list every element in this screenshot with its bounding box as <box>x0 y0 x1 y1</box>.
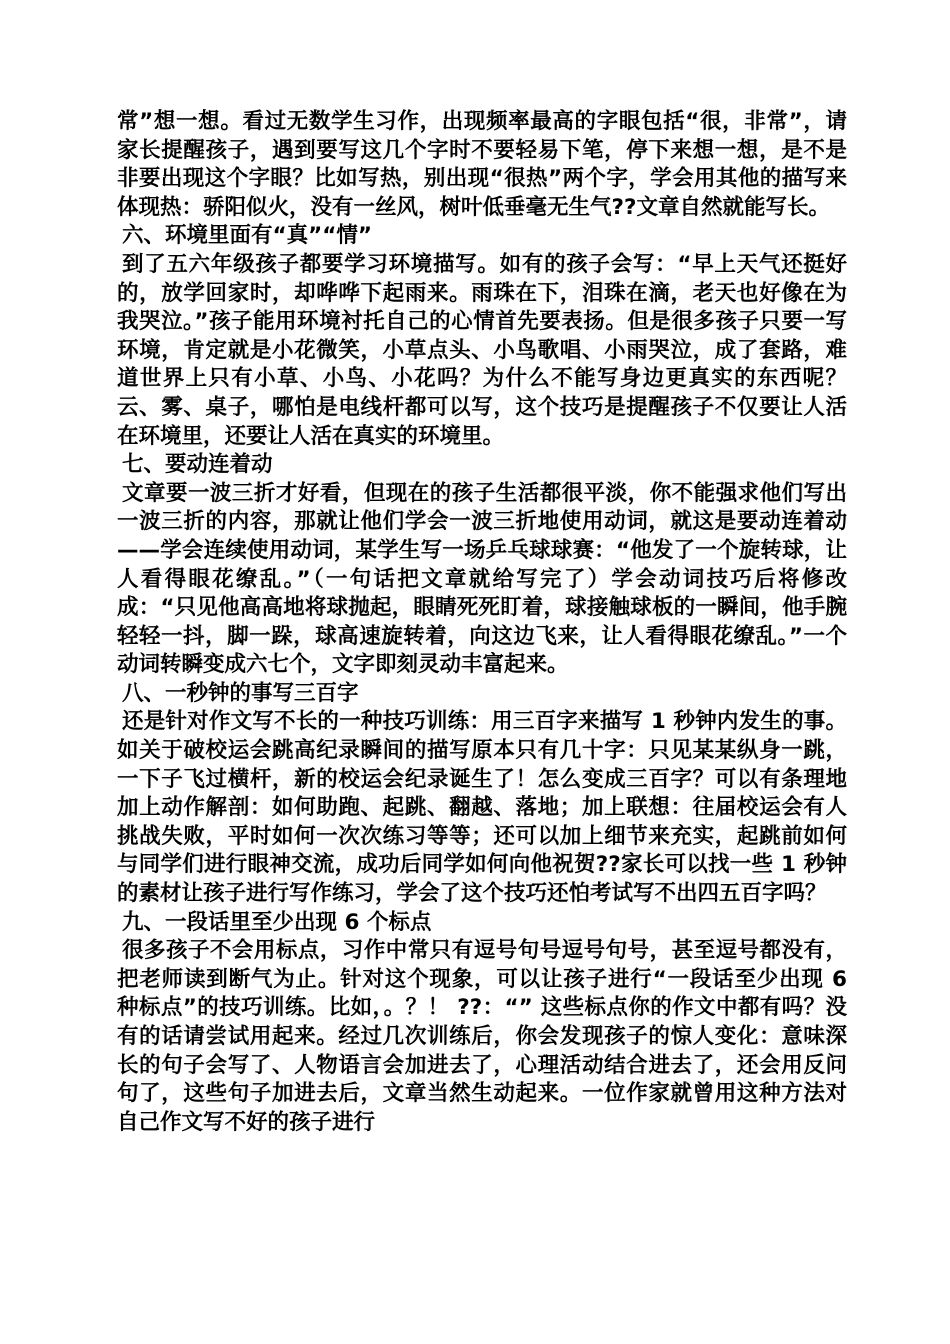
paragraph-6: 到了五六年级孩子都要学习环境描写。如有的孩子会写：“早上天气还挺好的，放学回家时，却哗哗下起雨来。雨珠在下，泪珠在滴，老天也好像在为我哭泣。”孩子能用环境衬托自己的心情首先要表扬。但是很多孩子只要一写环境，肯定就是小花微笑，小草点头、小鸟歌唱、小雨哭泣，成了套路，难道世界上只有小草、小鸟、小花吗？为什么不能写身边更真实的东西呢？云、雾、桌子，哪怕是电线杆都可以写，这个技巧是提醒孩子不仅要让人活在环境里，还要让人活在真实的环境里。 <box>117 251 847 449</box>
paragraph-9: 很多孩子不会用标点，习作中常只有逗号句号逗号句号，甚至逗号都没有，把老师读到断气为止。针对这个现象，可以让孩子进行“一段话至少出现 6 种标点”的技巧训练。比如，。？！ ??：“” 这些标点你的作文中都有吗？没有的话请尝试用起来。经过几次训练后，你会发现孩子的惊人变化：意味深长的句子会写了、人物语言会加进去了，心理活动结合进去了，还会用反问句了，这些句子加进去后，文章当然生动起来。一位作家就曾用这种方法对自己作文写不好的孩子进行 <box>117 938 847 1135</box>
document-page <box>117 108 847 1137</box>
paragraph-8: 还是针对作文写不长的一种技巧训练：用三百字来描写 1 秒钟内发生的事。如关于破校运会跳高纪录瞬间的描写原本只有几十字：只见某某纵身一跳，一下子飞过横杆，新的校运会纪录诞生了！怎么变成三百字？可以有条理地加上动作解剖：如何助跑、起跳、翻越、落地；加上联想：往届校运会有人挑战失败，平时如何一次次练习等等；还可以加上细节来充实，起跳前如何与同学们进行眼神交流，成功后同学如何向他祝贺??家长可以找一些 1 秒钟的素材让孩子进行写作练习，学会了这个技巧还怕考试写不出四五百字吗？ <box>117 709 847 907</box>
paragraph-intro: 常”想一想。看过无数学生习作，出现频率最高的字眼包括“很，非常”，请家长提醒孩子，遇到要写这几个字时不要轻易下笔，停下来想一想，是不是非要出现这个字眼？比如写热，别出现“很热”两个字，学会用其他的描写来体现热：骄阳似火，没有一丝风，树叶低垂毫无生气??文章自然就能写长。 <box>117 109 847 220</box>
section-heading-9: 九、一段话里至少出现 6 个标点 <box>122 909 432 935</box>
section-heading-6: 六、环境里面有“真”“情” <box>122 223 373 249</box>
section-heading-8: 八、一秒钟的事写三百字 <box>122 680 359 706</box>
paragraph-7: 文章要一波三折才好看，但现在的孩子生活都很平淡，你不能强求他们写出一波三折的内容，那就让他们学会一波三折地使用动词，就这是要动连着动——学会连续使用动词，某学生写一场乒乓球球赛：“他发了一个旋转球，让人看得眼花缭乱。”（一句话把文章就给写完了）学会动词技巧后将修改成：“只见他高高地将球抛起，眼睛死死盯着，球接触球板的一瞬间，他手腕轻轻一抖，脚一跺，球高速旋转着，向这边飞来，让人看得眼花缭乱。”一个动词转瞬变成六七个，文字即刻灵动丰富起来。 <box>117 480 847 678</box>
section-heading-7: 七、要动连着动 <box>122 452 273 478</box>
